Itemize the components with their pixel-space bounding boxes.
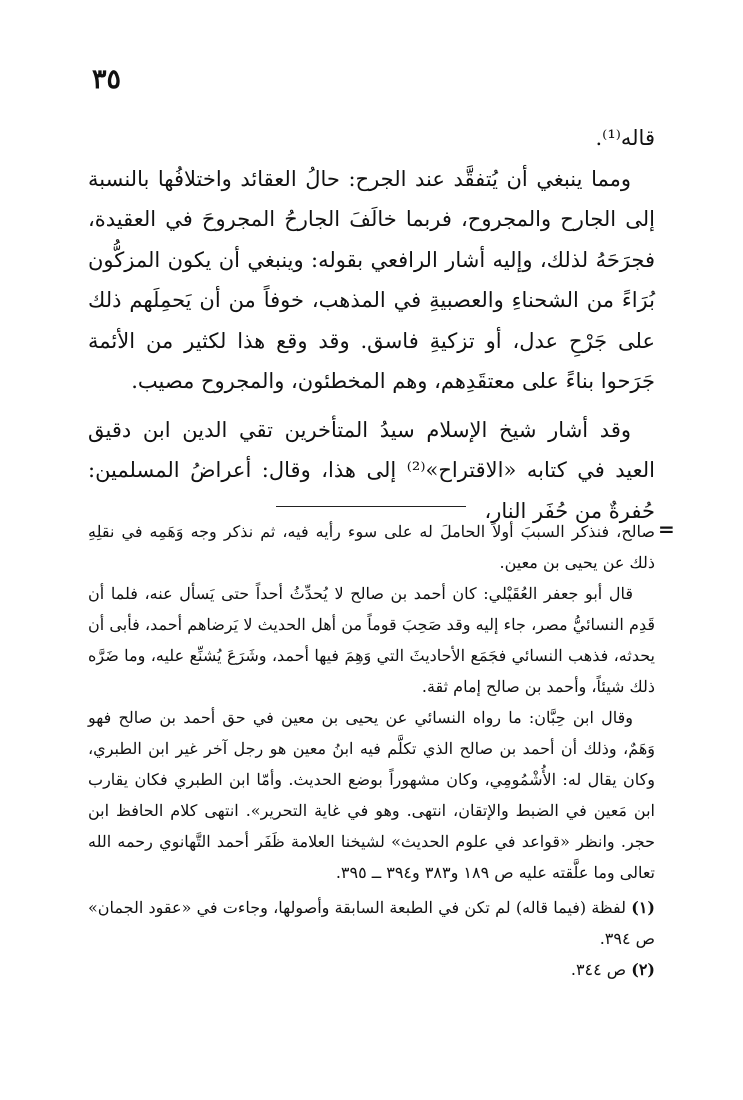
footnote-2 bbox=[88, 954, 655, 985]
paragraph-2: ومما ينبغي أن يُتفقَّد عند الجرح: حالُ العقائد واختلافُها بالنسبة إلى الجارح والمجروح، فربما خالَفَ الجارحُ المجروحَ في العقيدة، فجرَحَهُ لذلك، وإليه أشار الرافعي بقوله: وينبغي أن يكون المزكُّون بُرَاءً من الشحناءِ والعصبيةِ في المذهب، خوفاً من أن يَحمِلَهم ذلك على جَرْحِ عدل، أو تزكيةِ فاسق. وقد وقع هذا لكثير من الأئمة جَرَحوا بناءً على معتقَدِهم، وهم المخطئون، والمجروح مصيب. bbox=[88, 166, 655, 393]
note-paragraph-2: قال أبو جعفر العُقَيْلي: كان أحمد بن صالح لا يُحدِّثُ أحداً حتى يَسأل عنه، فلما أن قَدِم النسائيُّ مصر، جاء إليه وقد صَحِبَ قوماً من أهل الحديث لا يَرضاهم أحمد، فأبى أن يحدثه، فذهب النسائي فجَمَع الأحاديثَ التي وَهِمَ فيها أحمد، وشَرَعَ يُشنِّع عليه، وما ضَرَّه ذلك شيئاً، وأحمد بن صالح إمام ثقة. bbox=[88, 584, 655, 696]
footnote-continuation-mark: = bbox=[658, 517, 675, 541]
footnotes bbox=[88, 516, 655, 985]
footnote-2-text: ص ٣٤٤. bbox=[570, 960, 627, 979]
footnote-divider bbox=[276, 506, 466, 507]
paragraph-1: قاله⁽¹⁾. bbox=[595, 126, 655, 150]
footnote-1-marker: (١) bbox=[631, 898, 655, 917]
footnote-2-marker: (٢) bbox=[631, 960, 655, 979]
page-number: ٣٥ bbox=[92, 64, 122, 95]
main-text bbox=[88, 118, 655, 531]
note-paragraph-1: صالح، فنذكر السببَ أولاً الحاملَ له على سوء رأيه فيه، ثم نذكر وجه وَهَمِه في نقلِهِ ذلك عن يحيى بن معين. bbox=[88, 522, 655, 572]
footnote-1 bbox=[88, 892, 655, 954]
paragraph-3: وقد أشار شيخ الإسلام سيدُ المتأخرين تقي الدين ابن دقيق العيد في كتابه «الاقتراح»⁽²⁾ إلى هذا، وقال: أعراضُ المسلمين: حُفرةٌ من حُفَر النار، bbox=[88, 417, 655, 523]
note-paragraph-3: وقال ابن حِبَّان: ما رواه النسائي عن يحيى بن معين في حق أحمد بن صالح فهو وَهَمٌ، وذلك أن أحمد بن صالح الذي تكلَّم فيه ابنُ معين هو رجل آخر غير ابن الطبري، وكان يقال له: الأُشْمُومِي، وكان مشهوراً بوضع الحديث. وأمّا ابن الطبري فكان يقارب ابن مَعين في الضبط والإتقان، انتهى. وهو في غاية التحرير». انتهى كلام الحافظ ابن حجر. وانظر «قواعد في علوم الحديث» لشيخنا العلامة ظَفَر أحمد التَّهانوي رحمه الله تعالى وما علَّقته عليه ص ١٨٩ و٣٨٣ و٣٩٤ ــ ٣٩٥. bbox=[88, 708, 655, 882]
footnote-1-text: لفظة (فيما قاله) لم تكن في الطبعة السابقة وأصولها، وجاءت في «عقود الجمان» ص ٣٩٤. bbox=[88, 898, 655, 948]
